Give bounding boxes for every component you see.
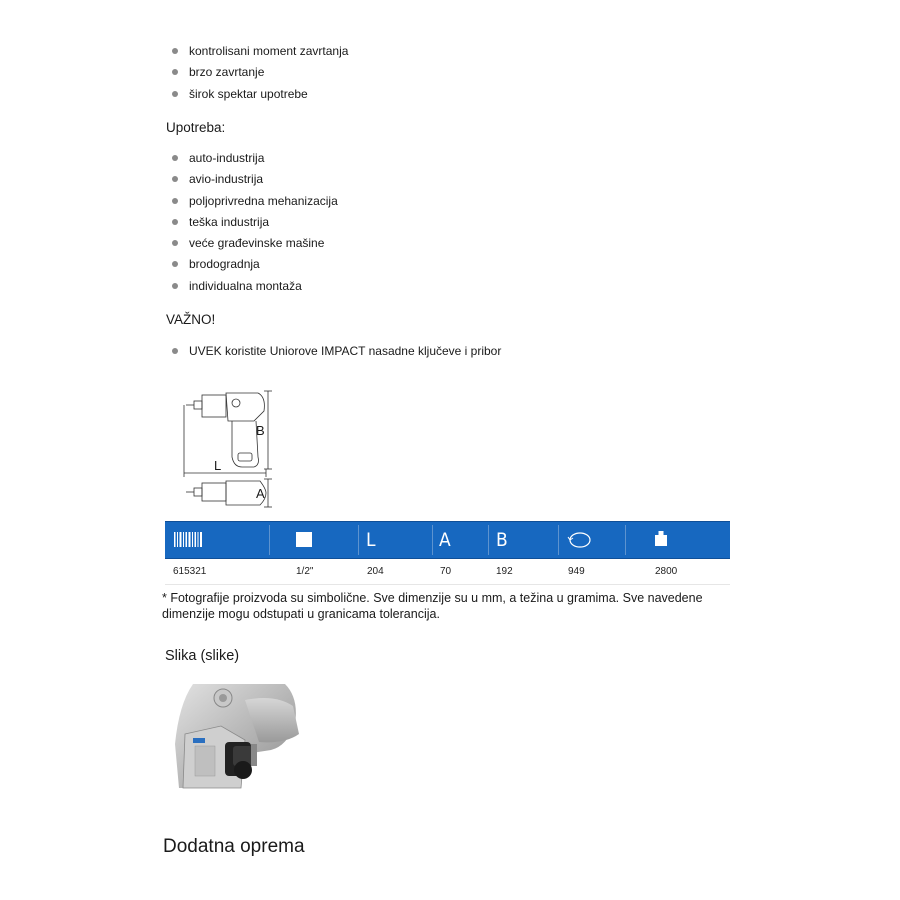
product-photo[interactable] [175,684,300,789]
accessories-heading: Dodatna oprema [163,836,305,857]
list-item: brodogradnja [172,257,338,278]
rpm-icon [567,522,593,558]
column-divider [432,525,433,555]
drive-size-cell: 1/2" [296,566,314,577]
length-header: L [366,529,375,551]
important-list [172,344,501,365]
column-divider [558,525,559,555]
bullet-icon [172,198,178,204]
bullet-icon [172,283,178,289]
list-item: poljoprivredna mehanizacija [172,194,338,215]
disclaimer-note: * Fotografije proizvoda su simbolične. Sve dimenzije su u mm, a težina u gramima. Sve navedene dimenzije mogu odstupati u granicama tolerancija. [162,591,703,621]
column-divider [625,525,626,555]
bullet-icon [172,48,178,54]
width-cell: 70 [440,566,452,577]
list-item: UVEK koristite Uniorove IMPACT nasadne ključeve i pribor [172,344,501,365]
height-cell: 192 [496,566,513,577]
list-item: auto-industrija [172,151,338,172]
table-row-divider [165,584,730,585]
column-divider [269,525,270,555]
feature-list [172,44,348,108]
list-item: teška industrija [172,215,338,236]
bullet-icon [172,69,178,75]
width-header: A [439,529,450,551]
bullet-icon [172,91,178,97]
dimension-label-l: L [214,458,222,473]
list-item: individualna montaža [172,279,338,300]
list-item: veće građevinske mašine [172,236,338,257]
list-item: širok spektar upotrebe [172,87,348,108]
usage-heading: Upotreba: [166,120,226,135]
spec-table-header [165,521,730,559]
list-item: kontrolisani moment zavrtanja [172,44,348,65]
square-drive-icon [296,522,316,558]
bullet-icon [172,240,178,246]
bullet-icon [172,219,178,225]
product-code-cell: 615321 [173,566,207,577]
weight-cell: 2800 [655,566,678,577]
important-heading: VAŽNO! [166,312,216,327]
weight-icon [654,522,670,558]
list-item: brzo zavrtanje [172,65,348,86]
list-item: avio-industrija [172,172,338,193]
height-header: B [496,529,507,551]
dimension-label-b: B [256,423,265,438]
images-heading: Slika (slike) [165,648,240,664]
bullet-icon [172,155,178,161]
usage-list [172,151,338,300]
length-cell: 204 [367,566,384,577]
rpm-cell: 949 [568,566,585,577]
column-divider [358,525,359,555]
drawing-body-front [202,395,226,417]
bullet-icon [172,348,178,354]
barcode-icon [173,522,213,558]
dimension-label-a: A [256,486,265,501]
column-divider [488,525,489,555]
bullet-icon [172,176,178,182]
bullet-icon [172,261,178,267]
dimension-drawing [180,385,280,515]
